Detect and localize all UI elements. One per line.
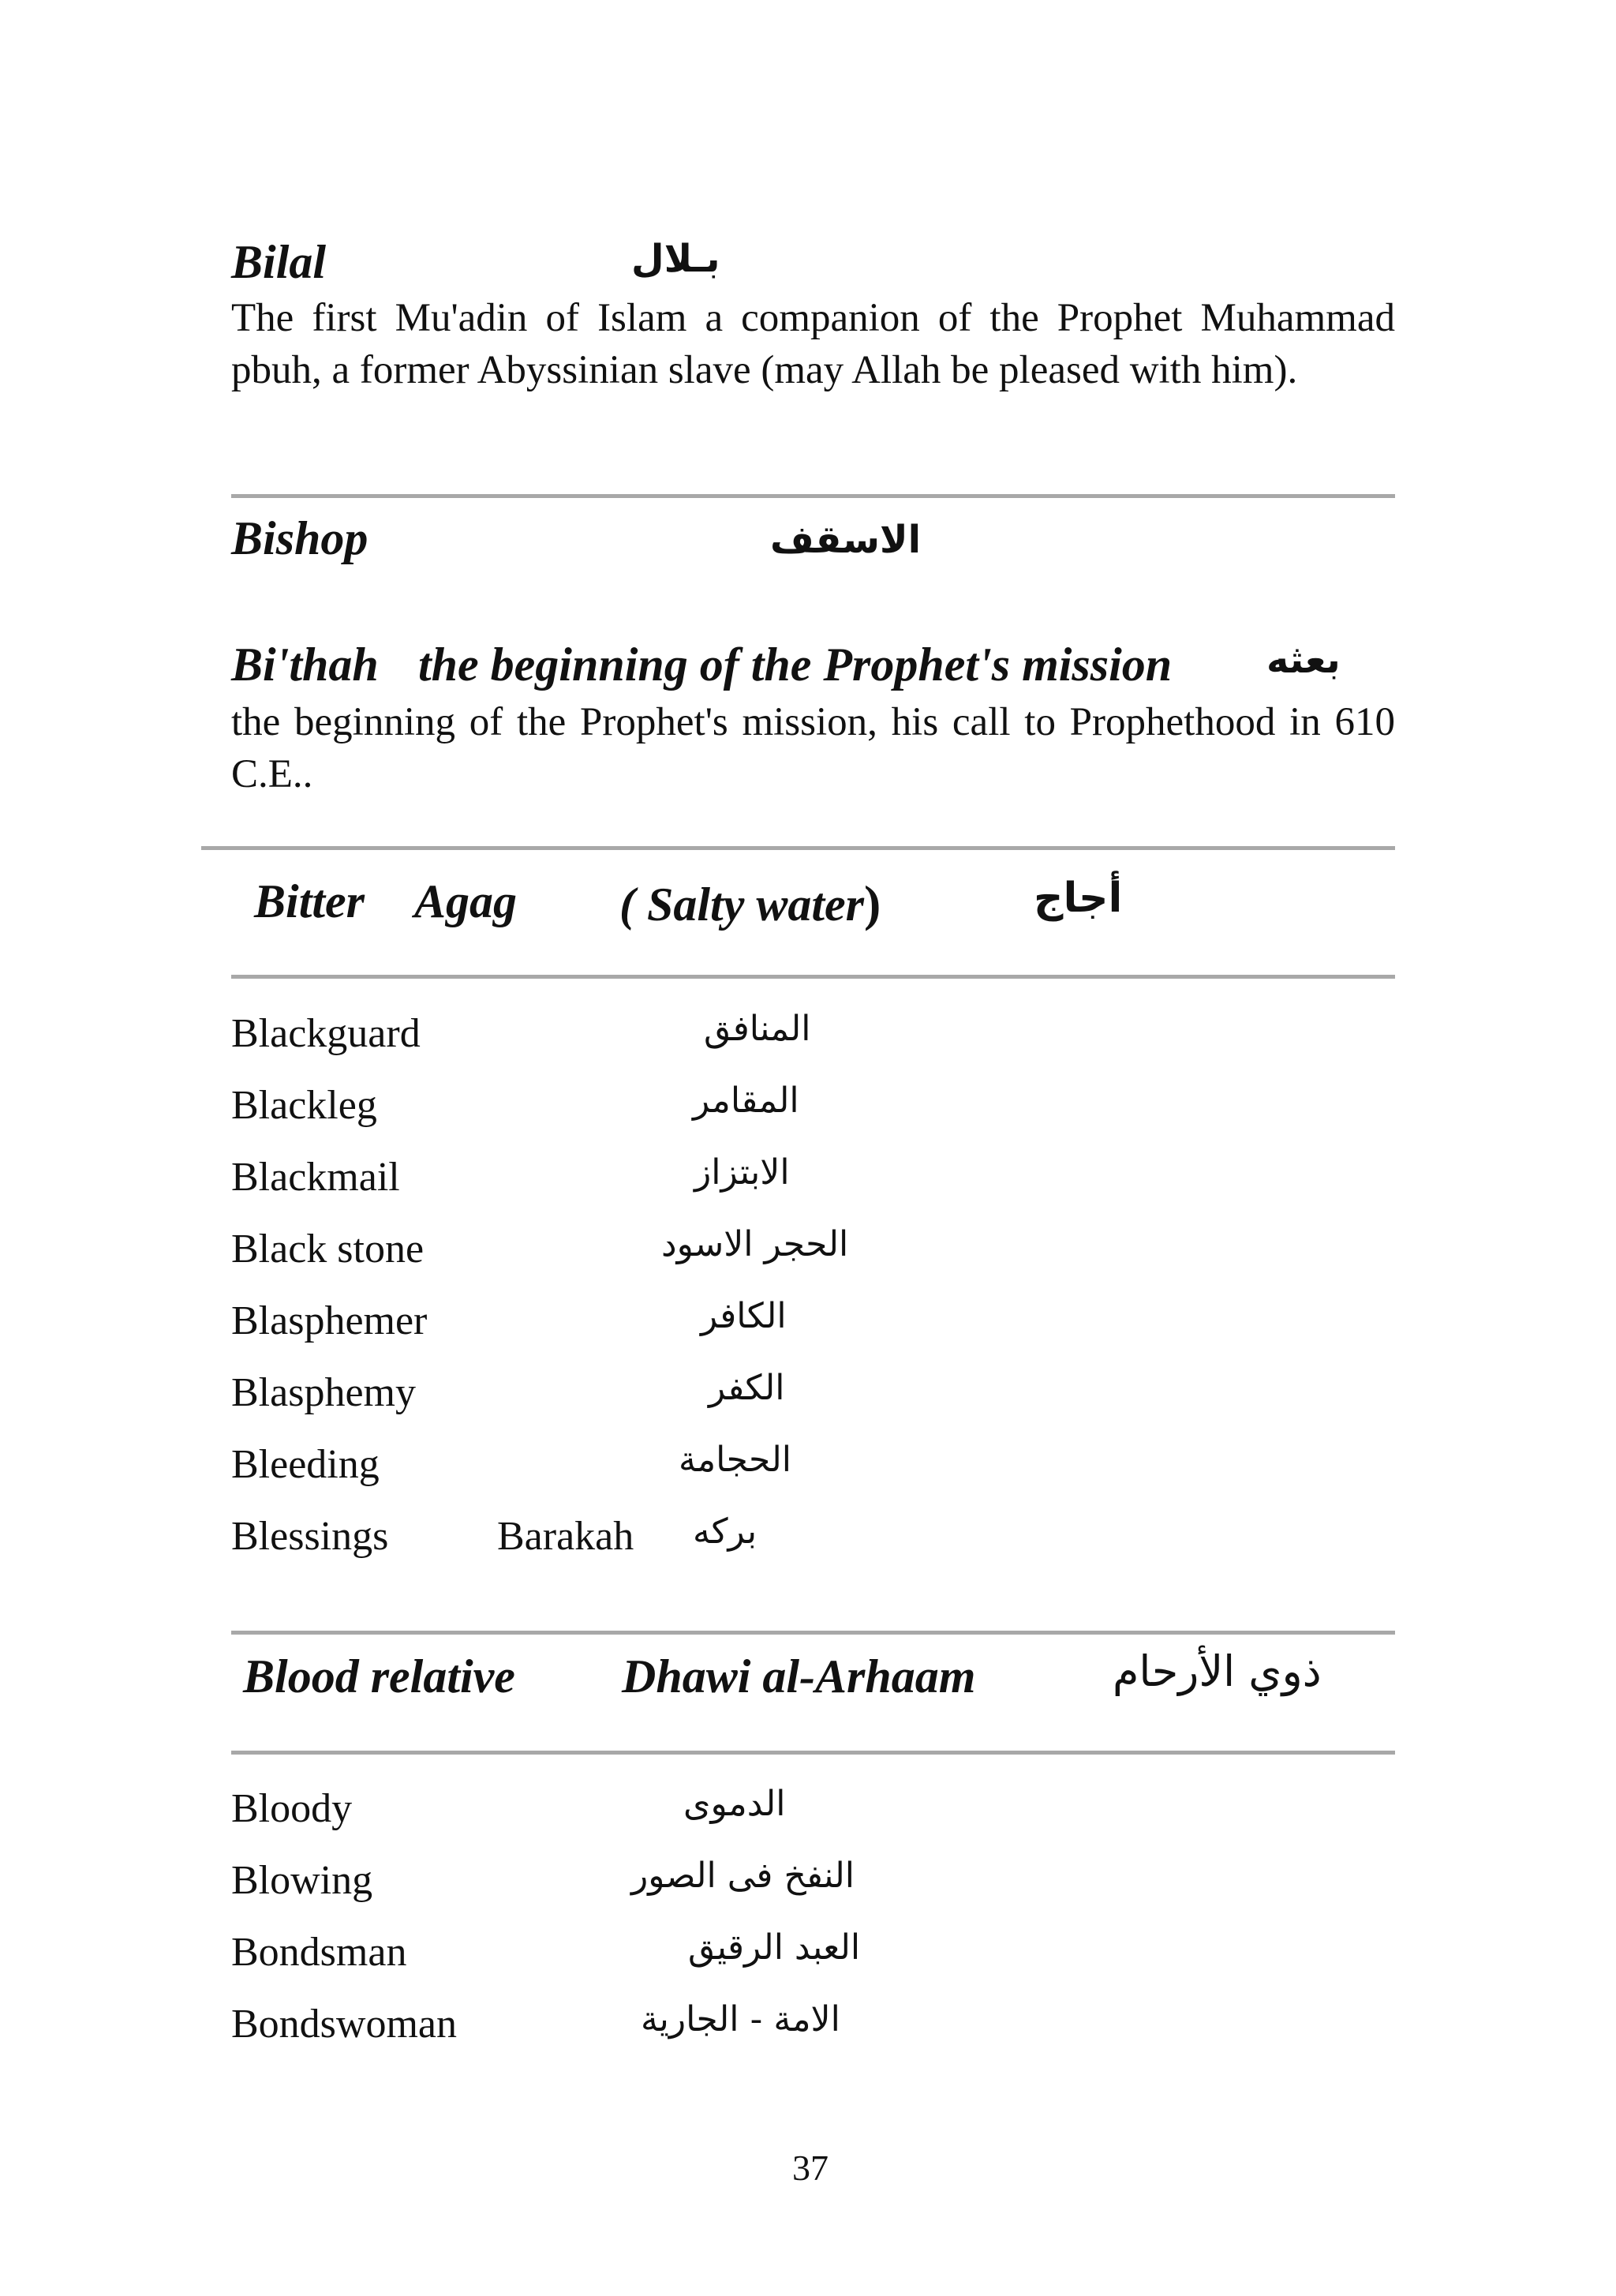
definition-bithah: the beginning of the Prophet's mission, his call to Prophethood in 610 C.E..	[231, 700, 1395, 796]
arabic-bitter: أجاج	[1034, 875, 1123, 922]
arabic-blasphemer: الكافر	[701, 1296, 787, 1336]
arabic-bleeding: الحجامة	[679, 1440, 791, 1480]
headword-bitter: Bitter	[254, 875, 365, 927]
divider	[231, 1631, 1395, 1635]
arabic-blackguard: المنافق	[704, 1009, 811, 1049]
term-blackleg: Blackleg	[231, 1083, 377, 1128]
term-blackguard: Blackguard	[231, 1011, 421, 1056]
arabic-bloody: الدموى	[683, 1784, 786, 1824]
arabic-blasphemy: الكفر	[709, 1368, 785, 1408]
term-blasphemer: Blasphemer	[231, 1298, 428, 1343]
headword-blood-relative: Blood relative	[243, 1650, 515, 1702]
gloss-bithah: the beginning of the Prophet's mission	[418, 639, 1173, 691]
divider	[231, 494, 1395, 498]
term-bleeding: Bleeding	[231, 1442, 380, 1487]
term-bondswoman: Bondswoman	[231, 2002, 457, 2047]
arabic-blessings: بركه	[693, 1511, 758, 1552]
translit-blood-relative: Dhawi al-Arhaam	[622, 1650, 976, 1702]
arabic-blowing: النفخ فى الصور	[631, 1856, 855, 1896]
note-bitter	[619, 875, 881, 933]
arabic-bishop: الاسقف	[770, 518, 922, 562]
term-bondsman: Bondsman	[231, 1930, 407, 1975]
page-number: 37	[792, 2148, 829, 2188]
headword-bithah: Bi'thah	[231, 639, 379, 691]
term-bloody: Bloody	[231, 1786, 353, 1831]
headword-bilal: Bilal	[231, 236, 327, 288]
divider	[231, 975, 1395, 979]
translit-bitter: Agag	[414, 875, 518, 927]
arabic-bilal: بـلال	[631, 237, 720, 281]
term-blowing: Blowing	[231, 1858, 373, 1903]
definition-bilal: The first Mu'adin of Islam a companion of the Prophet Muhammad pbuh, a former Abyssinian slave (may Allah be pleased with him).	[231, 296, 1395, 392]
translit-blessings: Barakah	[497, 1514, 634, 1559]
term-blackmail: Blackmail	[231, 1155, 400, 1200]
note-bitter-close: )	[864, 875, 881, 931]
divider	[231, 1751, 1395, 1755]
term-blasphemy: Blasphemy	[231, 1370, 416, 1415]
divider	[201, 846, 1395, 850]
headword-bishop: Bishop	[231, 512, 368, 564]
arabic-bithah: بعثه	[1266, 638, 1341, 682]
arabic-black-stone: الحجر الاسود	[661, 1224, 849, 1264]
term-black-stone: Black stone	[231, 1227, 425, 1272]
arabic-bondswoman: الامة - الجارية	[641, 1999, 840, 2039]
note-bitter-text: ( Salty water	[619, 878, 864, 931]
term-blessings: Blessings	[231, 1514, 389, 1559]
arabic-blackleg: المقامر	[693, 1081, 799, 1121]
arabic-blackmail: الابتزاز	[694, 1152, 790, 1193]
arabic-bondsman: العبد الرقيق	[688, 1927, 861, 1968]
arabic-blood-relative: ذوي الأرحام	[1113, 1646, 1322, 1696]
